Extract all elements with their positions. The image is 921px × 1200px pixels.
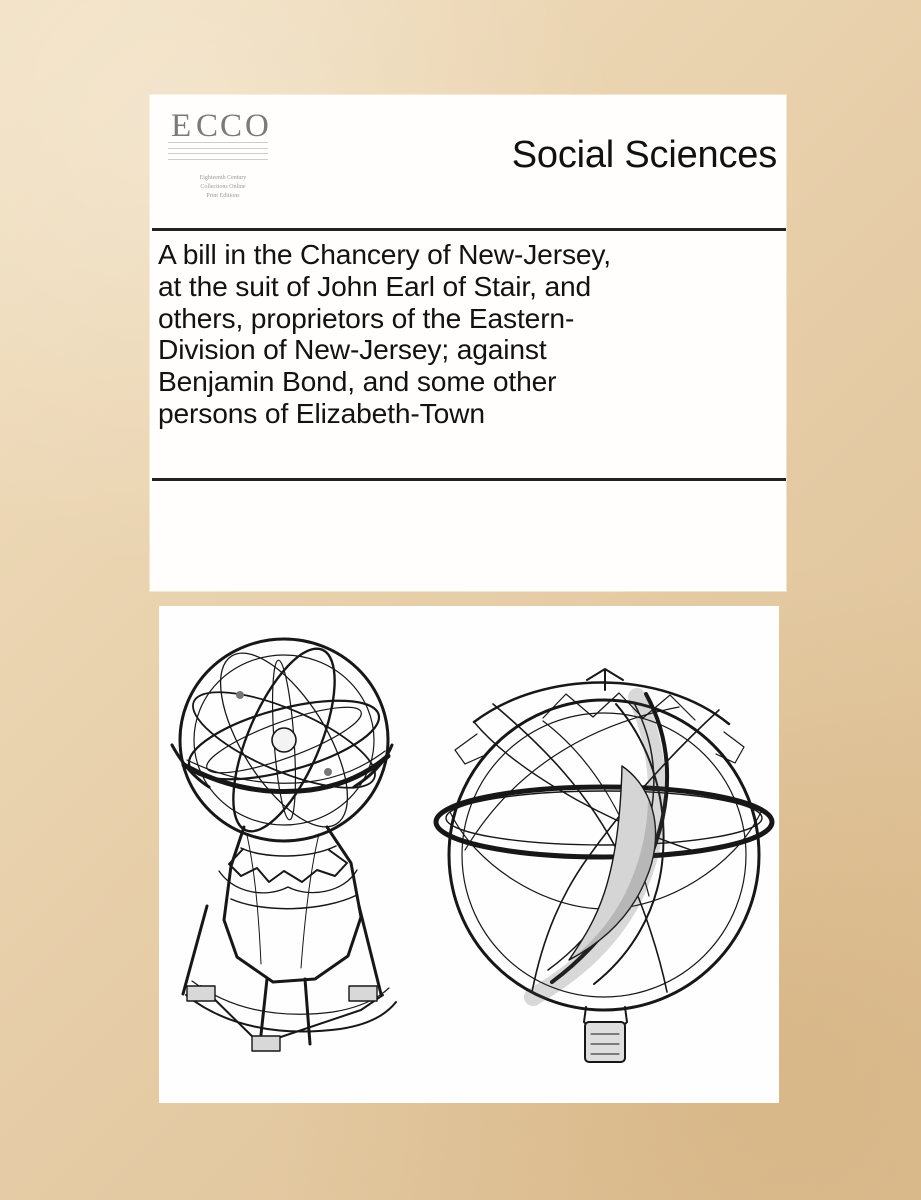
cover-illustration-panel [159, 606, 779, 1103]
title-line: Benjamin Bond, and some other [158, 365, 557, 398]
title-line: persons of Elizabeth-Town [158, 396, 485, 429]
cover-title-panel [150, 95, 786, 591]
ecco-logo-mark [171, 107, 271, 145]
logo-letter: C [220, 108, 243, 144]
logo-small-text: Collections Online [200, 184, 246, 190]
title-line: others, proprietors of the Eastern- [158, 301, 575, 334]
scientific-instruments-illustration [159, 606, 779, 1103]
logo-letter: C [196, 108, 219, 144]
title-line: A bill in the Chancery of New-Jersey, [158, 238, 611, 270]
logo-stripes [168, 142, 268, 160]
logo-small-text: Print Editions [206, 193, 240, 199]
armillary-sphere-icon [172, 634, 396, 1051]
subject-label: Social Sciences [511, 134, 777, 176]
book-title [158, 239, 778, 430]
title-line: at the suit of John Earl of Stair, and [158, 269, 592, 302]
logo-letter: E [171, 108, 192, 144]
logo-letter: O [245, 108, 269, 144]
globe-instrument-icon [436, 669, 772, 1062]
bottom-rule [152, 478, 786, 481]
logo-small-text: Eighteenth Century [199, 175, 247, 181]
ecco-logo [168, 103, 278, 215]
top-rule [152, 228, 786, 231]
title-line: Division of New-Jersey; against [158, 333, 547, 366]
